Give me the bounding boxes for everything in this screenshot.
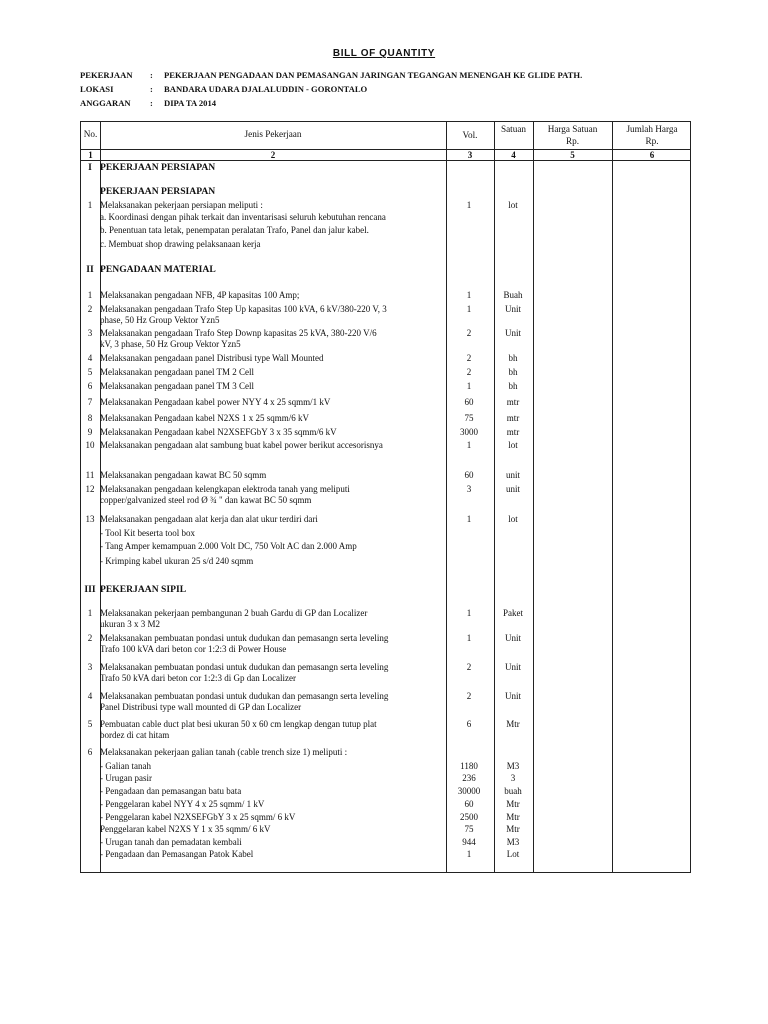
- row-number: III: [84, 584, 96, 595]
- row-volume: 1: [466, 290, 472, 300]
- row-satuan: bh: [508, 381, 518, 391]
- row-jenis-pekerjaan: - Urugan pasir: [100, 773, 152, 783]
- row-number: 2: [87, 304, 93, 314]
- row-jenis-pekerjaan: Melaksanakan Pengadaan kabel N2XSEFGbY 3 x 35 sqmm/6 kV: [100, 427, 337, 437]
- row-satuan: unit: [505, 484, 520, 494]
- row-volume: 60: [464, 470, 474, 480]
- row-jenis-pekerjaan: Melaksanakan pembuatan pondasi untuk dudukan dan pemasangn serta leveling: [100, 633, 389, 643]
- row-number: 13: [85, 514, 95, 524]
- row-satuan: Unit: [504, 328, 521, 338]
- row-volume: 1: [466, 200, 472, 210]
- row-volume: 2500: [460, 812, 478, 822]
- row-volume: 60: [464, 397, 474, 407]
- meta-label: ANGGARAN: [80, 98, 131, 108]
- row-number: II: [86, 264, 94, 275]
- row-number: 7: [87, 397, 93, 407]
- row-volume: 2: [466, 691, 472, 701]
- row-satuan: mtr: [506, 413, 520, 423]
- meta-anggaran: [80, 96, 582, 110]
- row-volume: 1: [466, 849, 472, 859]
- row-number: 12: [85, 484, 95, 494]
- colnum: 4: [511, 150, 516, 160]
- row-volume: 2: [466, 328, 472, 338]
- row-number: 10: [85, 440, 95, 450]
- row-number: 1: [87, 290, 93, 300]
- row-number: 5: [87, 367, 93, 377]
- document-title: BILL OF QUANTITY: [332, 48, 436, 59]
- row-volume: 1180: [460, 761, 478, 771]
- meta-label: LOKASI: [80, 84, 114, 94]
- meta-label: PEKERJAAN: [80, 70, 133, 80]
- row-jenis-pekerjaan: Melaksanakan pengadaan Trafo Step Up kapasitas 100 kVA, 6 kV/380-220 V, 3: [100, 304, 387, 314]
- row-satuan: M3: [506, 837, 520, 847]
- row-jenis-pekerjaan: Melaksanakan pengadaan alat kerja dan alat ukur terdiri dari: [100, 514, 318, 524]
- header-harga-line2: Rp.: [565, 136, 580, 146]
- row-number: 1: [87, 200, 93, 210]
- row-volume: 1: [466, 440, 472, 450]
- colnum: 3: [467, 150, 473, 160]
- row-volume: 30000: [457, 786, 481, 796]
- row-number: 2: [87, 633, 93, 643]
- meta-value: PEKERJAAN PENGADAAN DAN PEMASANGAN JARINGAN TEGANGAN MENENGAH KE GLIDE PATH.: [164, 70, 583, 80]
- row-jenis-pekerjaan: - Galian tanah: [100, 761, 151, 771]
- row-jenis-pekerjaan: a. Koordinasi dengan pihak terkait dan inventarisasi seluruh kebutuhan rencana: [100, 212, 386, 222]
- header-jumlah-line2: Rp.: [645, 136, 659, 146]
- row-satuan: unit: [505, 470, 520, 480]
- row-jenis-pekerjaan: Melaksanakan pekerjaan galian tanah (cable trench size 1) meliputi :: [100, 747, 348, 757]
- row-satuan: mtr: [506, 397, 520, 407]
- header-jumlah-line1: Jumlah Harga: [626, 124, 678, 134]
- row-number: 6: [87, 381, 93, 391]
- row-satuan: lot: [508, 200, 518, 210]
- row-satuan: Mtr: [506, 824, 520, 834]
- row-number: 5: [87, 719, 93, 729]
- colnum: 5: [570, 150, 575, 160]
- row-jenis-pekerjaan: - Tool Kit beserta tool box: [100, 528, 195, 538]
- row-jenis-pekerjaan: Melaksanakan pengadaan kawat BC 50 sqmm: [100, 470, 267, 480]
- header-jumlah-harga: [612, 123, 692, 147]
- row-number: 11: [85, 470, 95, 480]
- row-number: 6: [87, 747, 93, 757]
- row-volume: 1: [466, 381, 472, 391]
- row-jenis-pekerjaan: Melaksanakan pengadaan alat sambung buat kabel power berikut accesorisnya: [100, 440, 383, 450]
- row-satuan: Unit: [504, 304, 521, 314]
- row-jenis-pekerjaan: - Urugan tanah dan pemadatan kembali: [100, 837, 242, 847]
- row-jenis-pekerjaan: Melaksanakan pengadaan panel TM 2 Cell: [100, 367, 255, 377]
- row-satuan: bh: [508, 367, 518, 377]
- meta-pekerjaan: [80, 68, 582, 82]
- meta-lokasi: [80, 82, 582, 96]
- grid-line: [446, 122, 447, 872]
- row-volume: 60: [464, 799, 474, 809]
- row-jenis-pekerjaan: Melaksanakan pengadaan Trafo Step Downp kapasitas 25 kVA, 380-220 V/6: [100, 328, 377, 338]
- row-satuan: Unit: [504, 691, 521, 701]
- meta-value: DIPA TA 2014: [164, 98, 217, 108]
- row-jenis-pekerjaan-cont: phase, 50 Hz Group Vektor Yzn5: [100, 315, 220, 325]
- row-satuan: Paket: [503, 608, 523, 618]
- row-volume: 1: [466, 304, 472, 314]
- row-jenis-pekerjaan-cont: Trafo 100 kVA dari beton cor 1:2:3 di Power House: [100, 644, 287, 654]
- row-volume: 3: [466, 484, 472, 494]
- row-satuan: lot: [508, 440, 518, 450]
- row-volume: 2: [466, 367, 472, 377]
- row-volume: 236: [462, 773, 476, 783]
- row-jenis-pekerjaan: Melaksanakan pekerjaan persiapan meliputi :: [100, 200, 263, 210]
- meta-separator: :: [150, 84, 153, 94]
- row-volume: 3000: [460, 427, 478, 437]
- row-jenis-pekerjaan-cont: kV, 3 phase, 50 Hz Group Vektor Yzn5: [100, 339, 241, 349]
- row-jenis-pekerjaan: Penggelaran kabel N2XS Y 1 x 35 sqmm/ 6 kV: [100, 824, 271, 834]
- row-jenis-pekerjaan: PEKERJAAN PERSIAPAN: [100, 186, 216, 197]
- grid-line: [612, 122, 613, 872]
- row-jenis-pekerjaan: - Pengadaan dan pemasangan batu bata: [100, 786, 242, 796]
- header-jenis-pekerjaan: Jenis Pekerjaan: [244, 129, 302, 139]
- row-jenis-pekerjaan: Melaksanakan Pengadaan kabel power NYY 4 x 25 sqmm/1 kV: [100, 397, 331, 407]
- row-satuan: Lot: [506, 849, 520, 859]
- row-jenis-pekerjaan: PEKERJAAN SIPIL: [100, 584, 187, 595]
- row-jenis-pekerjaan-cont: Trafo 50 kVA dari beton cor 1:2:3 di Gp dan Localizer: [100, 673, 296, 683]
- row-jenis-pekerjaan: - Tang Amper kemampuan 2.000 Volt DC, 750 Volt AC dan 2.000 Amp: [100, 541, 357, 551]
- grid-line: [494, 122, 495, 872]
- colnum: 2: [270, 150, 276, 160]
- row-jenis-pekerjaan: Melaksanakan pengadaan kelengkapan elektroda tanah yang meliputi: [100, 484, 350, 494]
- row-jenis-pekerjaan: - Krimping kabel ukuran 25 s/d 240 sqmm: [100, 556, 254, 566]
- header-harga-satuan: [533, 123, 612, 147]
- row-satuan: Unit: [504, 633, 521, 643]
- row-jenis-pekerjaan: c. Membuat shop drawing pelaksanaan kerja: [100, 239, 261, 249]
- row-jenis-pekerjaan-cont: Panel Distribusi type wall mounted di GP dan Localizer: [100, 702, 302, 712]
- meta-value: BANDARA UDARA DJALALUDDIN - GORONTALO: [164, 84, 368, 94]
- row-number: 1: [87, 608, 93, 618]
- row-jenis-pekerjaan-cont: ukuran 3 x 3 M2: [100, 619, 160, 629]
- row-satuan: Mtr: [506, 719, 520, 729]
- header-harga-line1: Harga Satuan: [547, 124, 598, 134]
- row-jenis-pekerjaan: Melaksanakan pembuatan pondasi untuk dudukan dan pemasangn serta leveling: [100, 662, 389, 672]
- row-satuan: buah: [504, 786, 522, 796]
- row-number: 3: [87, 328, 93, 338]
- row-jenis-pekerjaan: Melaksanakan pembuatan pondasi untuk dudukan dan pemasangn serta leveling: [100, 691, 389, 701]
- row-jenis-pekerjaan: Pembuatan cable duct plat besi ukuran 50 x 60 cm lengkap dengan tutup plat: [100, 719, 377, 729]
- row-volume: 944: [462, 837, 476, 847]
- row-satuan: M3: [506, 761, 520, 771]
- row-volume: 6: [466, 719, 472, 729]
- colnum: 1: [88, 150, 93, 160]
- row-number: I: [88, 162, 92, 173]
- row-satuan: Unit: [504, 662, 521, 672]
- row-number: 8: [87, 413, 93, 423]
- meta-separator: :: [150, 98, 153, 108]
- row-volume: 1: [466, 608, 472, 618]
- row-number: 4: [87, 691, 93, 701]
- row-jenis-pekerjaan-cont: bordez di cat hitam: [100, 730, 170, 740]
- row-jenis-pekerjaan: PEKERJAAN PERSIAPAN: [100, 162, 216, 173]
- row-satuan: lot: [508, 514, 518, 524]
- row-volume: 1: [466, 514, 472, 524]
- row-volume: 75: [464, 413, 474, 423]
- row-volume: 2: [466, 662, 472, 672]
- row-satuan: Mtr: [506, 812, 520, 822]
- row-jenis-pekerjaan: - Penggelaran kabel N2XSEFGbY 3 x 25 sqmm/ 6 kV: [100, 812, 296, 822]
- header-satuan: Satuan: [500, 124, 526, 134]
- row-jenis-pekerjaan-cont: copper/galvanized steel rod Ø ¾ " dan kawat BC 50 sqmm: [100, 495, 312, 505]
- row-number: 3: [87, 662, 93, 672]
- row-jenis-pekerjaan: - Pengadaan dan Pemasangan Patok Kabel: [100, 849, 254, 859]
- document-meta: [80, 68, 582, 110]
- boq-table: [80, 121, 691, 873]
- row-jenis-pekerjaan: b. Penentuan tata letak, penempatan peralatan Trafo, Panel dan jalur kabel.: [100, 225, 369, 235]
- row-satuan: Buah: [503, 290, 523, 300]
- row-satuan: Mtr: [506, 799, 520, 809]
- row-volume: 1: [466, 633, 472, 643]
- row-volume: 2: [466, 353, 472, 363]
- meta-separator: :: [150, 70, 153, 80]
- row-satuan: bh: [508, 353, 518, 363]
- header-vol: Vol.: [462, 130, 478, 140]
- row-jenis-pekerjaan: Melaksanakan Pengadaan kabel N2XS 1 x 25 sqmm/6 kV: [100, 413, 309, 423]
- row-satuan: mtr: [506, 427, 520, 437]
- row-satuan: 3: [510, 773, 516, 783]
- row-jenis-pekerjaan: Melaksanakan pekerjaan pembangunan 2 buah Gardu di GP dan Localizer: [100, 608, 368, 618]
- header-no: No.: [83, 129, 98, 139]
- row-jenis-pekerjaan: Melaksanakan pengadaan NFB, 4P kapasitas 100 Amp;: [100, 290, 300, 300]
- row-jenis-pekerjaan: Melaksanakan pengadaan panel Distribusi type Wall Mounted: [100, 353, 324, 363]
- grid-line: [533, 122, 534, 872]
- row-number: 4: [87, 353, 93, 363]
- colnum: 6: [649, 150, 655, 160]
- row-volume: 75: [464, 824, 474, 834]
- row-jenis-pekerjaan: - Penggelaran kabel NYY 4 x 25 sqmm/ 1 kV: [100, 799, 265, 809]
- row-jenis-pekerjaan: PENGADAAN MATERIAL: [100, 264, 216, 275]
- row-number: 9: [87, 427, 93, 437]
- row-jenis-pekerjaan: Melaksanakan pengadaan panel TM 3 Cell: [100, 381, 255, 391]
